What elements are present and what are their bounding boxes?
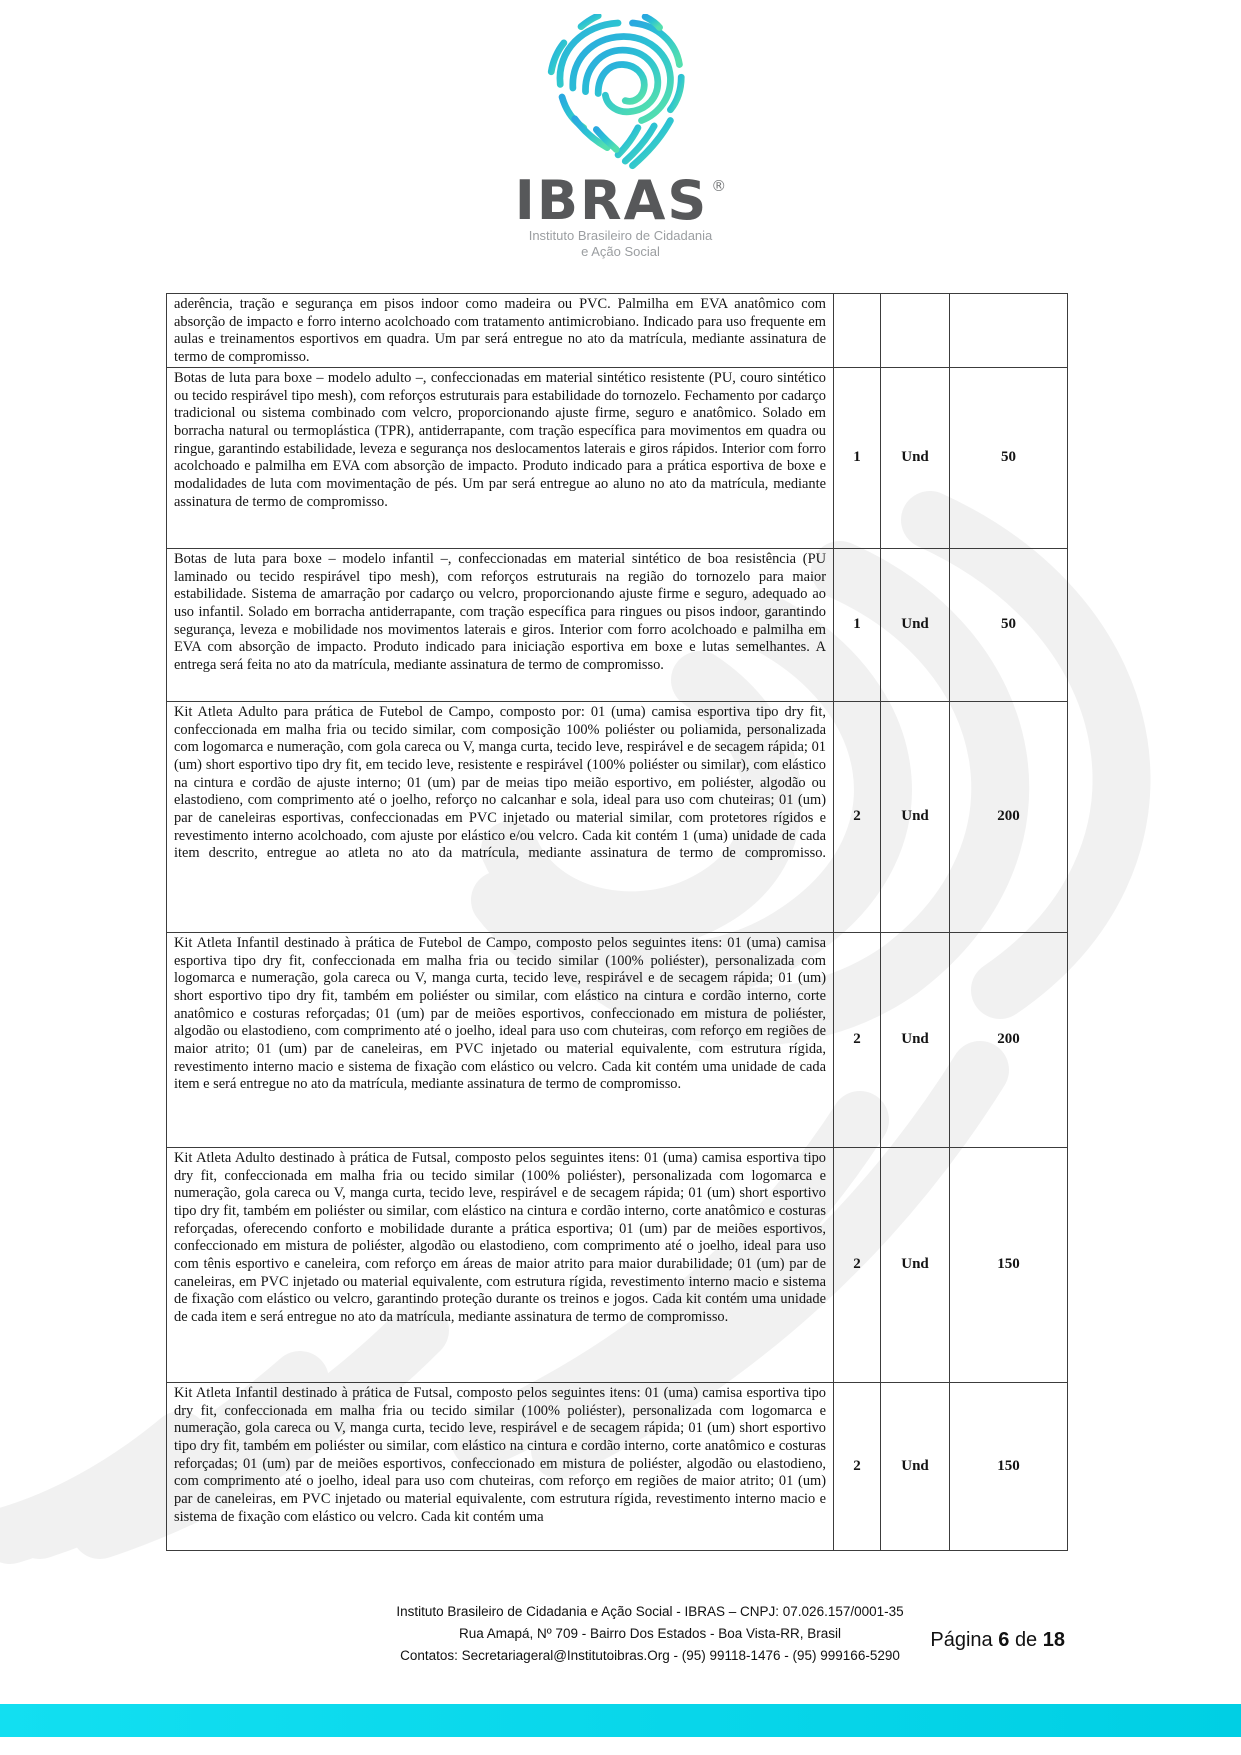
item-value: 50 [950, 548, 1068, 701]
item-description: Kit Atleta Adulto para prática de Futebol de Campo, composto por: 01 (uma) camisa esportiva tipo dry fit, confeccionada em malha fria ou tecido similar, com composição 100% poliéster ou poliamida, personalizada com logomarca e numeração, com gola careca ou V, manga curta, tecido leve, respirável e de secagem rápida; 01 (um) short esportivo tipo dry fit, em tecido leve, resistente e respirável (100% poliéster ou similar), com elástico na cintura e cordão de ajuste interno; 01 (um) par de meias tipo meião esportivo, em poliéster, algodão ou elastodieno, com comprimento até o joelho, reforço no calcanhar e sola, ideal para uso com chuteiras; 01 (um) par de caneleiras esportivas, confeccionadas em PVC injetado ou material similar, com protetores rígidos e revestimento interno acolchoado, com ajuste por elástico e/ou velcro. Cada kit contém 1 (uma) unidade de cada item descrito, entregue ao atleta no ato da matrícula, mediante assinatura de termo de compromisso. [167, 701, 834, 932]
item-unit: Und [881, 932, 950, 1147]
table-row [167, 294, 1068, 368]
table-row [167, 1382, 1068, 1550]
brand-wordmark: IBRAS [514, 169, 709, 232]
item-qty: 1 [834, 548, 881, 701]
fingerprint-logo-icon [544, 14, 697, 172]
item-unit [881, 294, 950, 368]
logo [0, 14, 1241, 260]
table-row [167, 932, 1068, 1147]
page-separator: de [1014, 1629, 1038, 1651]
item-qty: 2 [834, 1147, 881, 1382]
item-qty [834, 294, 881, 368]
items-table [166, 293, 1068, 1551]
footer-line1: Instituto Brasileiro de Cidadania e Ação Social - IBRAS – CNPJ: 07.026.157/0001-35 [396, 1604, 904, 1619]
item-unit: Und [881, 367, 950, 548]
page-number [930, 1629, 1065, 1652]
page-label: Página [930, 1629, 993, 1651]
table-row [167, 701, 1068, 932]
item-value: 50 [950, 367, 1068, 548]
bottom-accent-bar [0, 1704, 1241, 1737]
item-qty: 2 [834, 932, 881, 1147]
logo-subtitle-line2: e Ação Social [581, 244, 660, 259]
item-value: 200 [950, 701, 1068, 932]
table-row [167, 367, 1068, 548]
items-table-body [167, 294, 1068, 1551]
footer-line2: Rua Amapá, Nº 709 - Bairro Dos Estados - Boa Vista-RR, Brasil [458, 1626, 842, 1641]
item-qty: 1 [834, 367, 881, 548]
item-unit: Und [881, 548, 950, 701]
item-value [950, 294, 1068, 368]
item-value: 150 [950, 1147, 1068, 1382]
page-current: 6 [998, 1629, 1010, 1651]
table-row [167, 548, 1068, 701]
item-description: Botas de luta para boxe – modelo infantil –, confeccionadas em material sintético de boa resistência (PU laminado ou tecido respirável tipo mesh), com reforços estruturais na região do tornozelo para maior estabilidade. Sistema de amarração por cadarço ou velcro, proporcionando ajuste firme e seguro, adequado ao uso infantil. Solado em borracha antiderrapante, com tração específica para ringues ou pisos indoor, garantindo segurança, leveza e mobilidade nos movimentos laterais e giros. Interior com forro acolchoado e palmilha em EVA com absorção de impacto. Produto indicado para iniciação esportiva em boxe e lutas semelhantes. A entrega será feita no ato da matrícula, mediante assinatura de termo de compromisso. [167, 548, 834, 701]
item-unit: Und [881, 701, 950, 932]
registered-mark: ® [711, 177, 727, 195]
item-value: 150 [950, 1382, 1068, 1550]
footer-line3: Contatos: Secretariageral@Institutoibras.Org - (95) 99118-1476 - (95) 999166-5290 [400, 1648, 900, 1663]
table-row [167, 1147, 1068, 1382]
item-unit: Und [881, 1147, 950, 1382]
item-value: 200 [950, 932, 1068, 1147]
item-description: aderência, tração e segurança em pisos indoor como madeira ou PVC. Palmilha em EVA anatômico com absorção de impacto e forro interno acolchoado com tratamento antimicrobiano. Indicado para uso frequente em aulas e treinamentos esportivos em quadra. Um par será entregue no ato da matrícula, mediante assinatura de termo de compromisso. [167, 294, 834, 368]
item-description: Kit Atleta Infantil destinado à prática de Futsal, composto pelos seguintes itens: 01 (uma) camisa esportiva tipo dry fit, confeccionada em malha fria ou tecido similar (100% poliéster), personalizada com logomarca e numeração, gola careca ou V, manga curta, tecido leve, respirável e de secagem rápida; 01 (um) short esportivo tipo dry fit, também em poliéster ou similar, com elástico na cintura e cordão interno, corte anatômico e costuras reforçadas; 01 (um) par de meiões esportivos, confeccionado em mistura de poliéster, algodão ou elastodieno, com comprimento até o joelho, ideal para uso com chuteiras, com reforço em regiões de maior atrito; 01 (um) par de caneleiras, em PVC injetado ou material equivalente, com estrutura rígida, revestimento interno macio e sistema de fixação com elástico ou velcro. Cada kit contém uma [167, 1382, 834, 1550]
item-description: Botas de luta para boxe – modelo adulto –, confeccionadas em material sintético resistente (PU, couro sintético ou tecido respirável tipo mesh), com reforços estruturais para estabilidade do tornozelo. Fechamento por cadarço tradicional ou sistema combinado com velcro, proporcionando ajuste firme, seguro e anatômico. Solado em borracha natural ou termoplástica (TPR), antiderrapante, com tração específica para movimentos em quadra ou ringue, garantindo estabilidade, leveza e segurança nos deslocamentos laterais e giros rápidos. Interior com forro acolchoado e palmilha em EVA com absorção de impacto. Produto indicado para a prática esportiva de boxe e modalidades de luta com movimentação de pés. Um par será entregue ao aluno no ato da matrícula, mediante assinatura de termo de compromisso. [167, 367, 834, 548]
item-description: Kit Atleta Adulto destinado à prática de Futsal, composto pelos seguintes itens: 01 (uma) camisa esportiva tipo dry fit, confeccionada em malha fria ou tecido similar (100% poliéster), personalizada com logomarca e numeração, gola careca ou V, manga curta, tecido leve, respirável e de secagem rápida; 01 (um) short esportivo tipo dry fit, também em poliéster ou similar, com elástico na cintura e cordão interno, corte anatômico e costuras reforçadas, oferecendo conforto e mobilidade durante a prática esportiva; 01 (um) par de meiões esportivos, confeccionado em mistura de poliéster, algodão ou elastodieno, com comprimento até o joelho, ideal para uso com tênis esportivo e caneleira, com reforço em áreas de maior atrito para maior durabilidade; 01 (um) par de caneleiras, em PVC injetado ou material equivalente, com estrutura rígida, revestimento interno macio e sistema de fixação com elástico ou velcro, garantindo proteção durante os treinos e jogos. Cada kit contém uma unidade de cada item e será entregue no ato da matrícula, mediante assinatura de termo de compromisso. [167, 1147, 834, 1382]
item-qty: 2 [834, 701, 881, 932]
item-description: Kit Atleta Infantil destinado à prática de Futebol de Campo, composto pelos seguintes itens: 01 (uma) camisa esportiva tipo dry fit, confeccionada em malha fria ou tecido similar (100% poliéster), personalizada com logomarca e numeração, gola careca ou V, manga curta, tecido leve, respirável e de secagem rápida; 01 (um) short esportivo tipo dry fit, também em poliéster ou similar, com elástico na cintura e cordão interno, corte anatômico e costuras reforçadas; 01 (um) par de meiões esportivos, confeccionado em mistura de poliéster, algodão ou elastodieno, com comprimento até o joelho, ideal para uso com chuteiras, com reforço em regiões de maior atrito; 01 (um) par de caneleiras, em PVC injetado ou material equivalente, com estrutura rígida, revestimento interno macio e sistema de fixação com elástico ou velcro. Cada kit contém uma unidade de cada item e será entregue no ato da matrícula, mediante assinatura de termo de compromisso. [167, 932, 834, 1147]
item-unit: Und [881, 1382, 950, 1550]
page-total: 18 [1042, 1629, 1065, 1651]
item-qty: 2 [834, 1382, 881, 1550]
logo-subtitle-line1: Instituto Brasileiro de Cidadania [528, 228, 713, 243]
